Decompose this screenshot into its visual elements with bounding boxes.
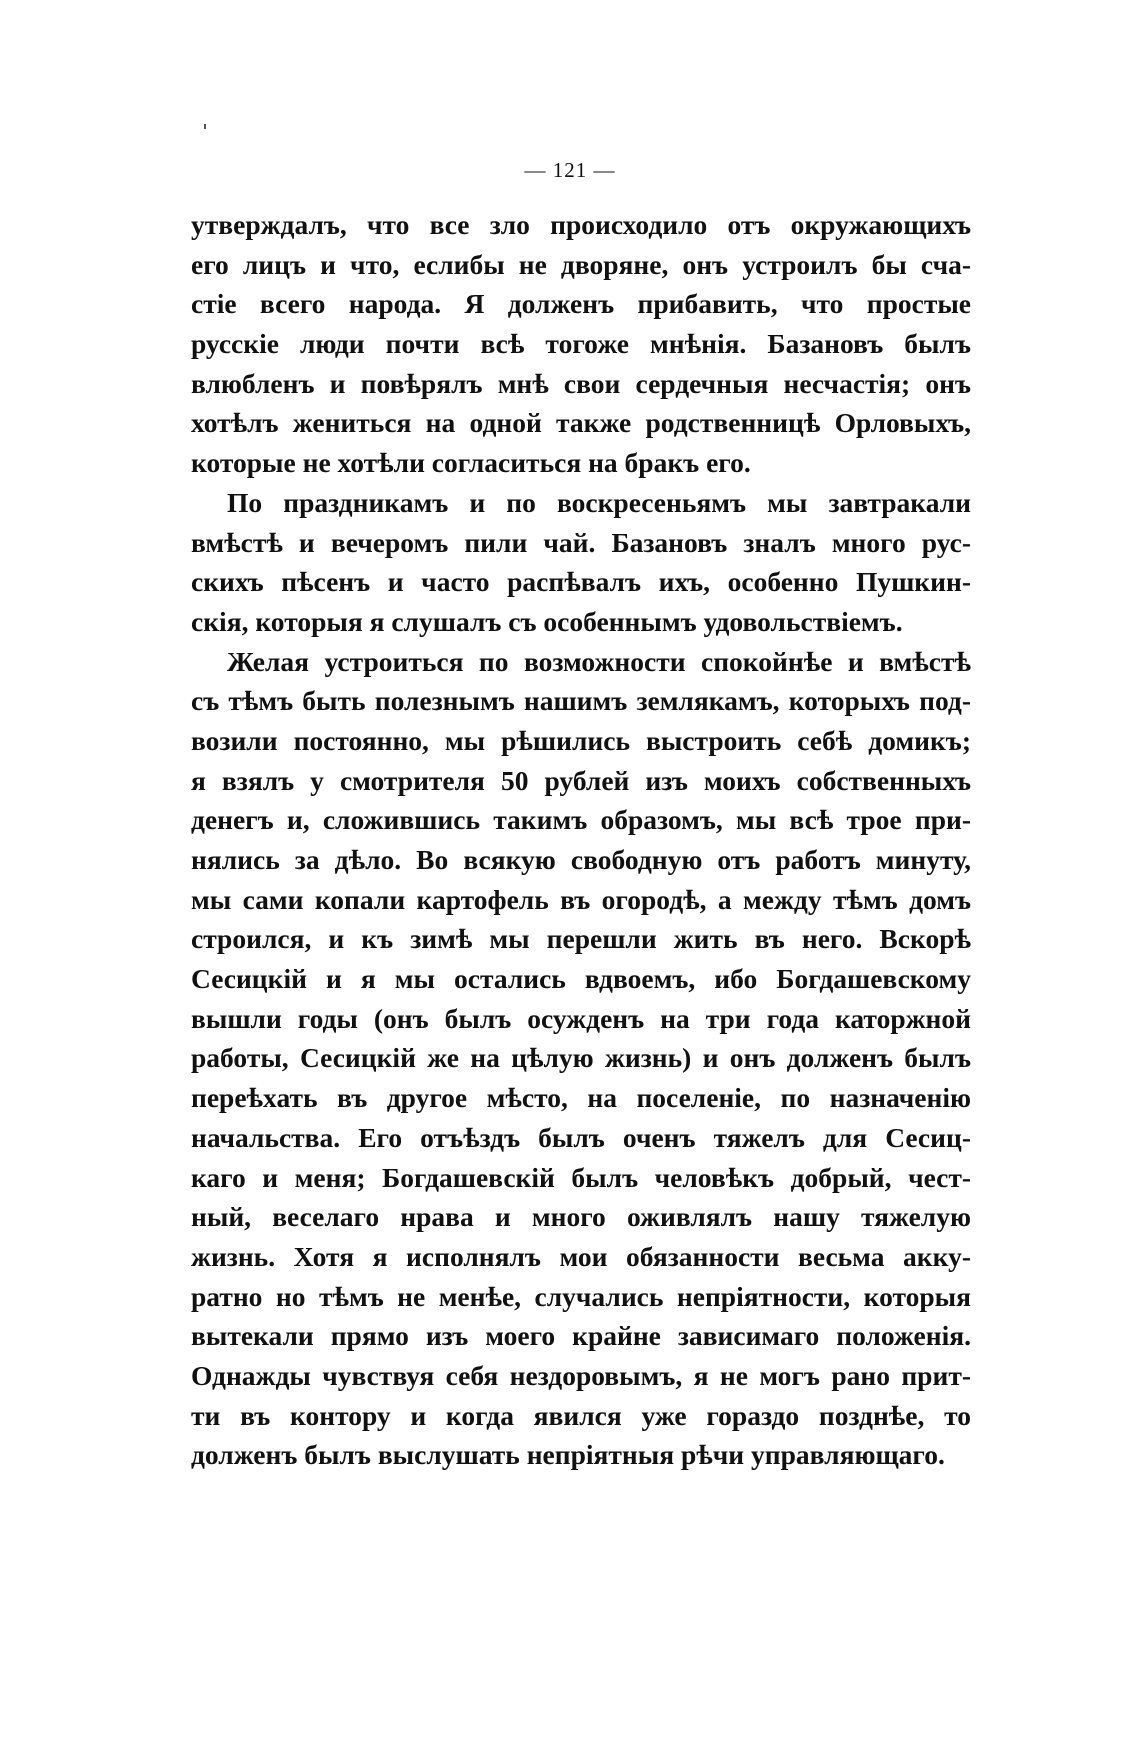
text-line: скихъ пѣсенъ и часто распѣвалъ ихъ, особенно Пушкин- bbox=[191, 566, 971, 598]
text-line: ти въ контору и когда явился уже гораздо позднѣе, то bbox=[191, 1399, 971, 1431]
text-line: скія, которыя я слушалъ съ особеннымъ удовольствіемъ. bbox=[191, 605, 903, 637]
text-line: вытекали прямо изъ моего крайне зависимаго положенія. bbox=[191, 1320, 971, 1352]
text-line: вмѣстѣ и вечеромъ пили чай. Базановъ зналъ много рус- bbox=[191, 526, 971, 558]
text-line: Желая устроиться по возможности спокойнѣе и вмѣстѣ bbox=[227, 645, 971, 677]
text-line: утверждалъ, что все зло происходило отъ окружающихъ bbox=[191, 209, 971, 240]
text-line: переѣхать въ другое мѣсто, на поселеніе, по назначенію bbox=[191, 1082, 971, 1114]
text-line: долженъ былъ выслушать непріятныя рѣчи управляющаго. bbox=[191, 1439, 945, 1471]
body-text bbox=[191, 205, 971, 1475]
text-line: возили постоянно, мы рѣшились выстроить себѣ домикъ; bbox=[191, 724, 971, 756]
text-line: каго и меня; Богдашевскій былъ человѣкъ добрый, чест- bbox=[191, 1161, 971, 1193]
page-number: — 121 — bbox=[524, 158, 616, 182]
scan-speck bbox=[204, 124, 206, 129]
text-line: строился, и къ зимѣ мы перешли жить въ него. Вскорѣ bbox=[191, 923, 971, 955]
text-line: жизнь. Хотя я исполнялъ мои обязанности весьма акку- bbox=[191, 1240, 971, 1272]
text-line: хотѣлъ жениться на одной также родственницѣ Орловыхъ, bbox=[191, 407, 971, 439]
text-line: съ тѣмъ быть полезнымъ нашимъ землякамъ, которыхъ под- bbox=[191, 685, 971, 717]
text-line: ратно но тѣмъ не менѣе, случались непріятности, которыя bbox=[191, 1280, 971, 1312]
text-line: Сесицкій и я мы остались вдвоемъ, ибо Богдашевскому bbox=[191, 963, 971, 995]
text-line: По праздникамъ и по воскресеньямъ мы завтракали bbox=[227, 486, 971, 518]
paragraph bbox=[191, 642, 971, 1475]
text-line: денегъ и, сложившись такимъ образомъ, мы всѣ трое при- bbox=[191, 804, 971, 836]
text-line: влюбленъ и повѣрялъ мнѣ свои сердечныя несчастія; онъ bbox=[191, 367, 971, 399]
text-line: которые не хотѣли согласиться на бракъ его. bbox=[191, 447, 751, 479]
text-line: начальства. Его отъѣздъ былъ оченъ тяжелъ для Сесиц- bbox=[191, 1121, 971, 1153]
text-line: стіе всего народа. Я долженъ прибавить, что простые bbox=[191, 288, 971, 320]
text-line: русскіе люди почти всѣ тогоже мнѣнія. Базановъ былъ bbox=[191, 328, 971, 360]
text-line: вышли годы (онъ былъ осужденъ на три года каторжной bbox=[191, 1002, 971, 1034]
text-line: нялись за дѣло. Во всякую свободную отъ работъ минуту, bbox=[191, 844, 971, 875]
text-line: его лицъ и что, еслибы не дворяне, онъ устроилъ бы сча- bbox=[191, 248, 971, 280]
text-line: работы, Сесицкій же на цѣлую жизнь) и онъ долженъ былъ bbox=[191, 1042, 971, 1074]
paragraph bbox=[191, 483, 971, 642]
paragraph bbox=[191, 205, 971, 483]
text-line: я взялъ у смотрителя 50 рублей изъ моихъ собственныхъ bbox=[191, 764, 971, 796]
text-line: ный, веселаго нрава и много оживлялъ нашу тяжелую bbox=[191, 1201, 971, 1233]
text-line: Однажды чувствуя себя нездоровымъ, я не могъ рано прит- bbox=[191, 1359, 971, 1391]
text-line: мы сами копали картофель въ огородѣ, а между тѣмъ домъ bbox=[191, 883, 971, 915]
